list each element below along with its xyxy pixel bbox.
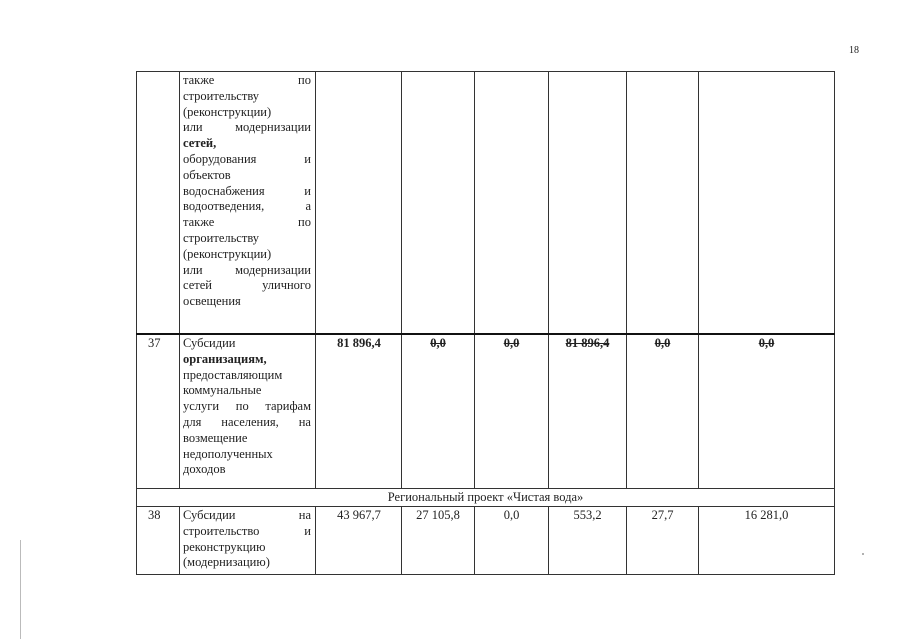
description-line: объектов [183,167,231,182]
description-line: доходов [183,462,226,477]
description-line: Субсидии на [183,508,311,522]
row-number: 37 [148,336,161,350]
description-line: также по [183,73,311,87]
description-line: возмещение [183,430,248,445]
description-line: водоотведения, а [183,199,311,214]
value-cell: 0,0 [654,336,671,350]
continued-row-description [183,73,311,310]
table-border-top [136,71,835,72]
description-line: также по [183,215,311,230]
description-line: водоснабжения и [183,183,311,198]
row-divider [136,488,835,489]
scan-speck [862,553,864,555]
description-line: коммунальные [183,383,262,398]
col-divider [401,71,402,488]
description-line: строительство и [183,523,311,538]
description-line: Субсидии [183,336,236,350]
description-line: (модернизацию) [183,555,270,570]
description-line: (реконструкции) [183,246,272,261]
table-border-bottom [136,574,835,575]
value-cell: 553,2 [573,508,602,522]
description-line: сетей уличного [183,278,311,293]
description-line: строительству [183,88,260,103]
col-divider [474,71,475,488]
col-divider [548,71,549,488]
value-cell: 27,7 [651,508,674,522]
description-line: (реконструкции) [183,104,272,119]
description-line: для населения, на [183,414,311,429]
col-divider [626,71,627,488]
value-cell: 27 105,8 [416,508,460,522]
description-line: или модернизации [183,262,311,277]
row-37-description [183,336,311,478]
value-cell: 43 967,7 [337,508,381,522]
description-line: услуги по тарифам [183,399,311,414]
col-divider [315,71,316,488]
col-divider [179,71,180,488]
value-cell: 81 896,4 [565,336,610,350]
value-cell: 0,0 [758,336,775,350]
description-line: строительству [183,230,260,245]
row-divider [136,333,835,335]
col-divider [179,506,180,574]
row-divider [136,506,835,507]
row-number: 38 [148,508,161,522]
description-line: реконструкцию [183,539,266,554]
description-line: оборудования и [183,151,311,166]
description-line: организациям, [183,351,267,366]
description-line: сетей, [183,136,217,151]
description-line: освещения [183,294,241,309]
col-divider [698,71,699,488]
row-38-description [183,508,311,571]
value-cell: 0,0 [503,508,520,522]
value-cell: 0,0 [430,336,446,350]
description-line: недополученных [183,446,273,461]
value-cell: 0,0 [503,336,520,350]
description-line: или модернизации [183,120,311,135]
description-line: предоставляющим [183,367,283,382]
value-cell: 81 896,4 [337,336,381,350]
page-number: 18 [849,45,859,56]
section-header: Региональный проект «Чистая вода» [387,490,584,504]
scan-margin-line [20,540,21,639]
value-cell: 16 281,0 [744,508,789,522]
